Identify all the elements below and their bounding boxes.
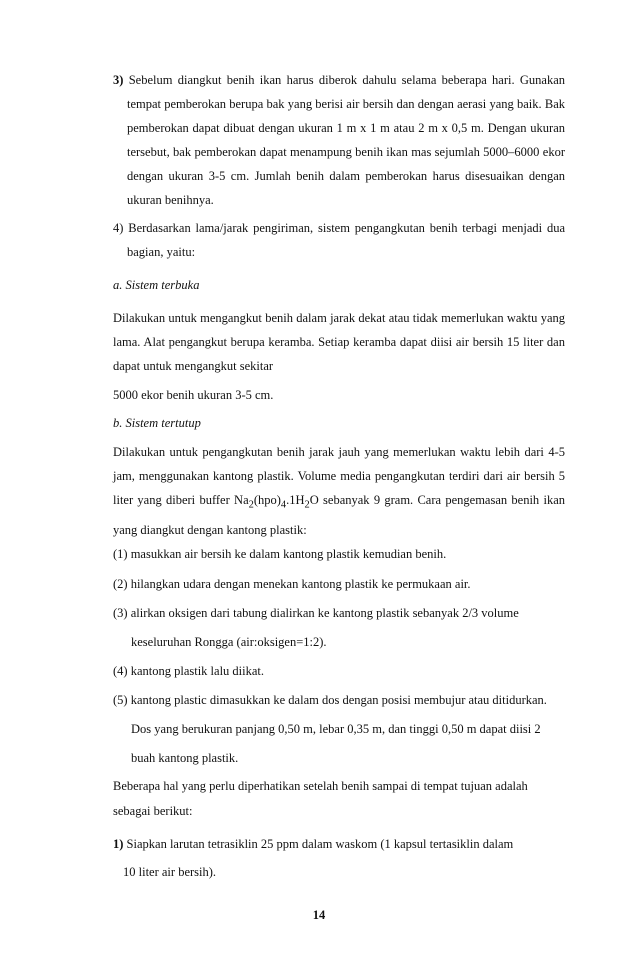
section-a-paragraph-continued: 5000 ekor benih ukuran 3-5 cm. xyxy=(113,388,274,402)
item-3-paragraph xyxy=(113,68,565,212)
item-1-line-2: 10 liter air bersih). xyxy=(123,865,217,879)
step-5: (5) kantong plastic dimasukkan ke dalam dos dengan posisi membujur atau ditidurkan. xyxy=(113,693,547,707)
section-b-heading: b. Sistem tertutup xyxy=(113,416,201,430)
step-1: (1) masukkan air bersih ke dalam kantong plastik kemudian benih. xyxy=(113,547,447,561)
closing-line-1: Beberapa hal yang perlu diperhatikan setelah benih sampai di tempat tujuan adalah xyxy=(113,779,528,793)
section-a-heading: a. Sistem terbuka xyxy=(113,278,200,292)
page-number: 14 xyxy=(312,908,326,922)
step-2: (2) hilangkan udara dengan menekan kantong plastik ke permukaan air. xyxy=(113,577,471,591)
step-4: (4) kantong plastik lalu diikat. xyxy=(113,664,265,678)
step-3-continued: keseluruhan Rongga (air:oksigen=1:2). xyxy=(131,635,327,649)
item-1-line-1: 1) Siapkan larutan tetrasiklin 25 ppm dalam waskom (1 kapsul tertasiklin dalam xyxy=(113,837,514,851)
section-a-paragraph: Dilakukan untuk mengangkut benih dalam jarak dekat atau tidak memerlukan waktu yang lama. Alat pengangkut berupa keramba. Setiap keramba dapat diisi air bersih 15 liter dan dapat untuk mengangkut sekitar xyxy=(113,311,565,373)
item-3-text: Sebelum diangkut benih ikan harus diberok dahulu selama beberapa hari. Gunakan tempat pemberokan berupa bak yang berisi air bersih dan dengan aerasi yang baik. Bak pemberokan dapat dibuat dengan ukuran 1 m x 1 m atau 2 m x 0,5 m. Dengan ukuran tersebut, bak pemberokan dapat menampung benih ikan mas sejumlah 5000–6000 ekor dengan ukuran 3-5 cm. Jumlah benih dalam pemberokan harus disesuaikan dengan ukuran benihnya. xyxy=(127,73,565,207)
item-4-paragraph: 4) Berdasarkan lama/jarak pengiriman, sistem pengangkutan benih terbagi menjadi dua bagian, yaitu: xyxy=(113,221,565,259)
step-5-continued-1: Dos yang berukuran panjang 0,50 m, lebar 0,35 m, dan tinggi 0,50 m dapat diisi 2 xyxy=(131,722,541,736)
item-1-number: 1) xyxy=(113,837,124,851)
closing-line-2: sebagai berikut: xyxy=(113,804,193,818)
section-b-paragraph: Dilakukan untuk pengangkutan benih jarak jauh yang memerlukan waktu lebih dari 4-5 jam, menggunakan kantong plastik. Volume media pengangkutan terdiri dari air bersih 5 liter yang diberi buffer $Na_2(hpo)_4.1H_2O$ sebanyak 9 gram. Cara pengemasan benih ikan yang diangkut dengan kantong plastik: xyxy=(113,445,565,537)
item-3-number: 3) xyxy=(113,73,124,87)
step-5-continued-2: buah kantong plastik. xyxy=(131,751,239,765)
step-3: (3) alirkan oksigen dari tabung dialirkan ke kantong plastik sebanyak 2/3 volume xyxy=(113,606,519,620)
